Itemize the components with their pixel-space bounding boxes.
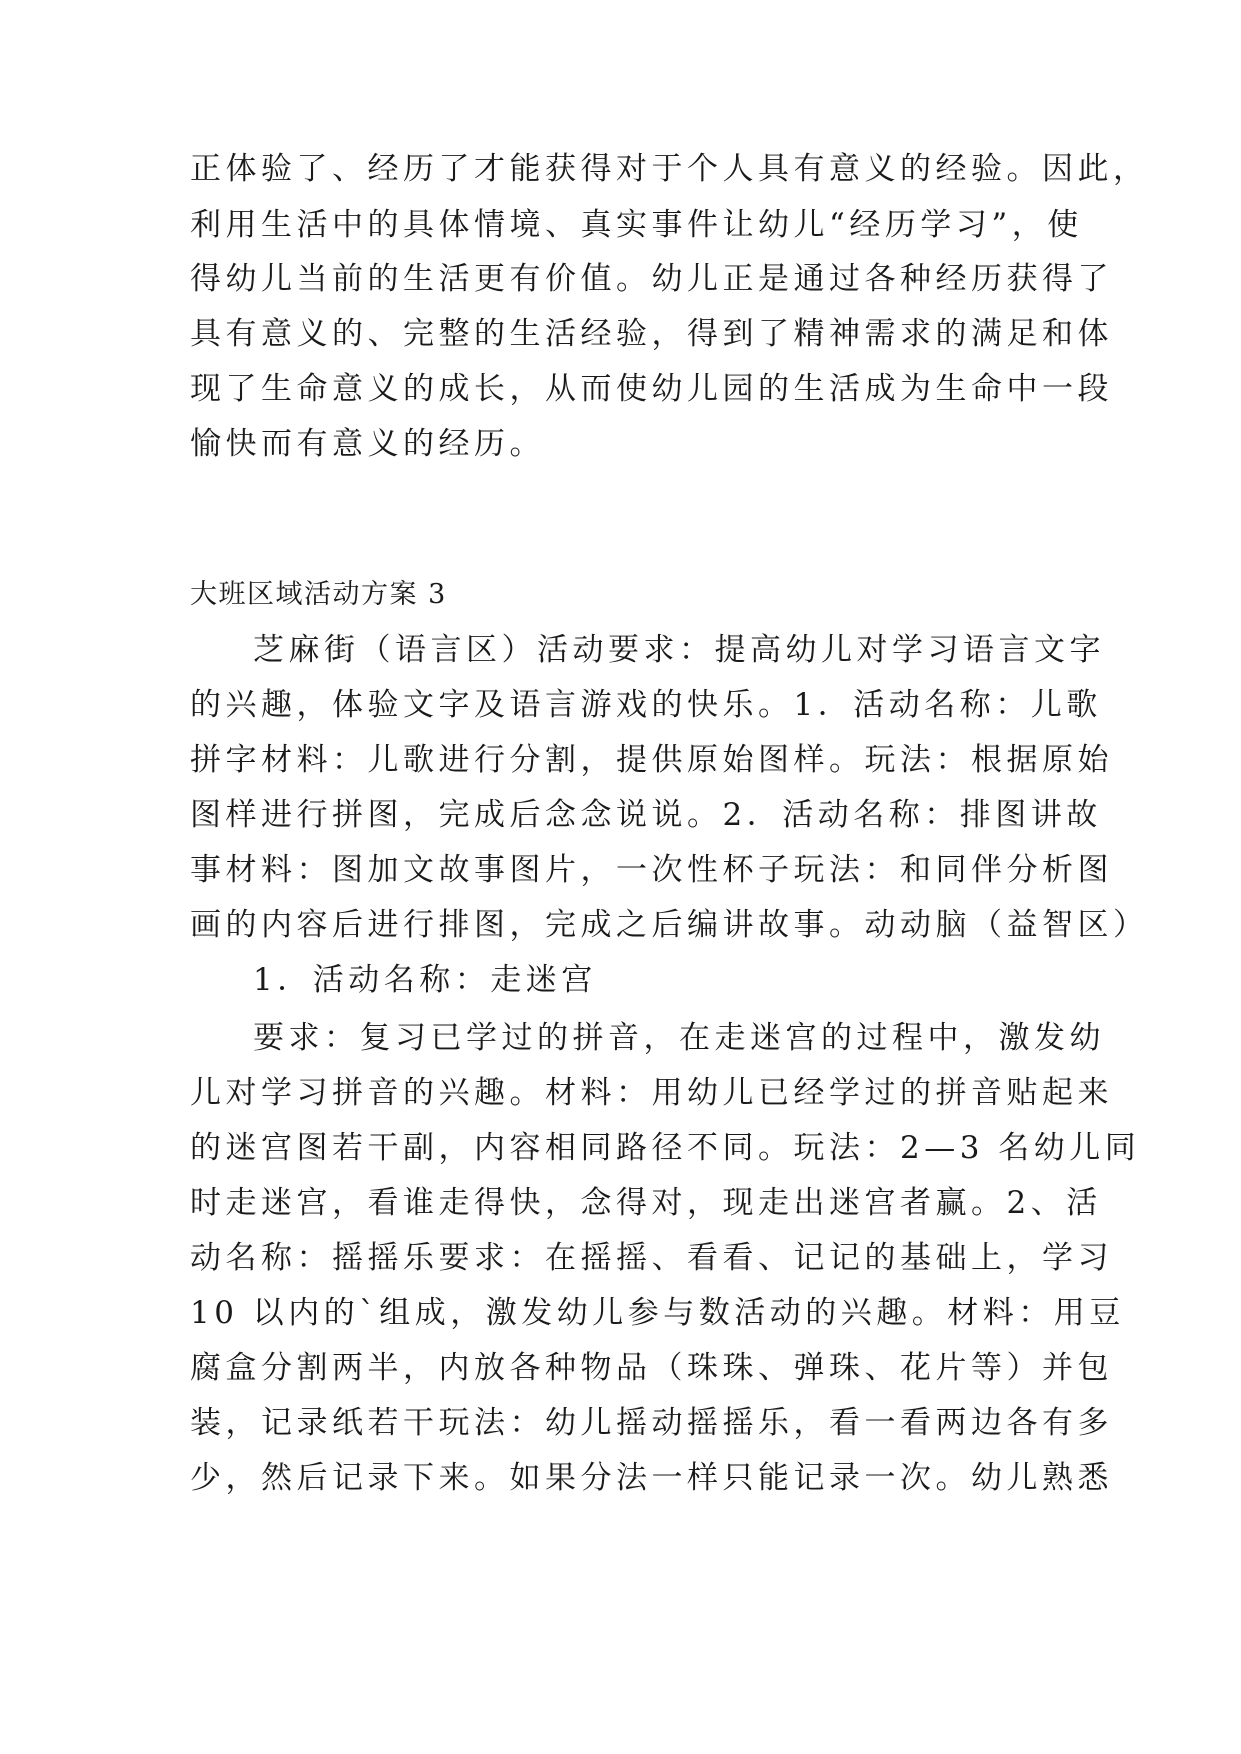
paragraph-line: 事材料：图加文故事图片，一次性杯子玩法：和同伴分析图 [190,852,1113,888]
paragraph-line: 要求：复习已学过的拼音，在走迷宫的过程中，激发幼 [253,1020,1105,1056]
paragraph-line: 时走迷宫，看谁走得快，念得对，现走出迷宫者赢。2、活 [190,1185,1102,1221]
paragraph-line: 拼字材料：儿歌进行分割，提供原始图样。玩法：根据原始 [190,742,1113,778]
section-heading: 大班区域活动方案 3 [190,579,447,610]
paragraph-line: 现了生命意义的成长，从而使幼儿园的生活成为生命中一段 [190,371,1113,407]
paragraph-line: 具有意义的、完整的生活经验，得到了精神需求的满足和体 [190,316,1113,352]
paragraph-line: 画的内容后进行排图，完成之后编讲故事。动动脑（益智区） [190,907,1149,943]
paragraph-line: 1．活动名称：走迷宫 [253,962,597,998]
paragraph-line: 装，记录纸若干玩法：幼儿摇动摇摇乐，看一看两边各有多 [190,1405,1113,1441]
paragraph-line: 的迷宫图若干副，内容相同路径不同。玩法：2—3 名幼儿同 [190,1130,1141,1166]
paragraph-line: 得幼儿当前的生活更有价值。幼儿正是通过各种经历获得了 [190,261,1113,297]
paragraph-line: 儿对学习拼音的兴趣。材料：用幼儿已经学过的拼音贴起来 [190,1075,1113,1111]
paragraph-line: 10 以内的`组成，激发幼儿参与数活动的兴趣。材料：用豆 [190,1295,1125,1331]
paragraph-line: 正体验了、经历了才能获得对于个人具有意义的经验。因此， [190,151,1149,187]
paragraph-line: 动名称：摇摇乐要求：在摇摇、看看、记记的基础上，学习 [190,1240,1113,1276]
paragraph-line: 的兴趣，体验文字及语言游戏的快乐。1．活动名称：儿歌 [190,687,1102,723]
paragraph-line: 少，然后记录下来。如果分法一样只能记录一次。幼儿熟悉 [190,1460,1113,1496]
paragraph-line: 芝麻街（语言区）活动要求：提高幼儿对学习语言文字 [253,632,1105,668]
paragraph-line: 愉快而有意义的经历。 [190,426,545,462]
paragraph-line: 图样进行拼图，完成后念念说说。2．活动名称：排图讲故 [190,797,1102,833]
paragraph-line: 利用生活中的具体情境、真实事件让幼儿“经历学习”，使 [190,207,1083,243]
paragraph-line: 腐盒分割两半，内放各种物品（珠珠、弹珠、花片等）并包 [190,1350,1113,1386]
